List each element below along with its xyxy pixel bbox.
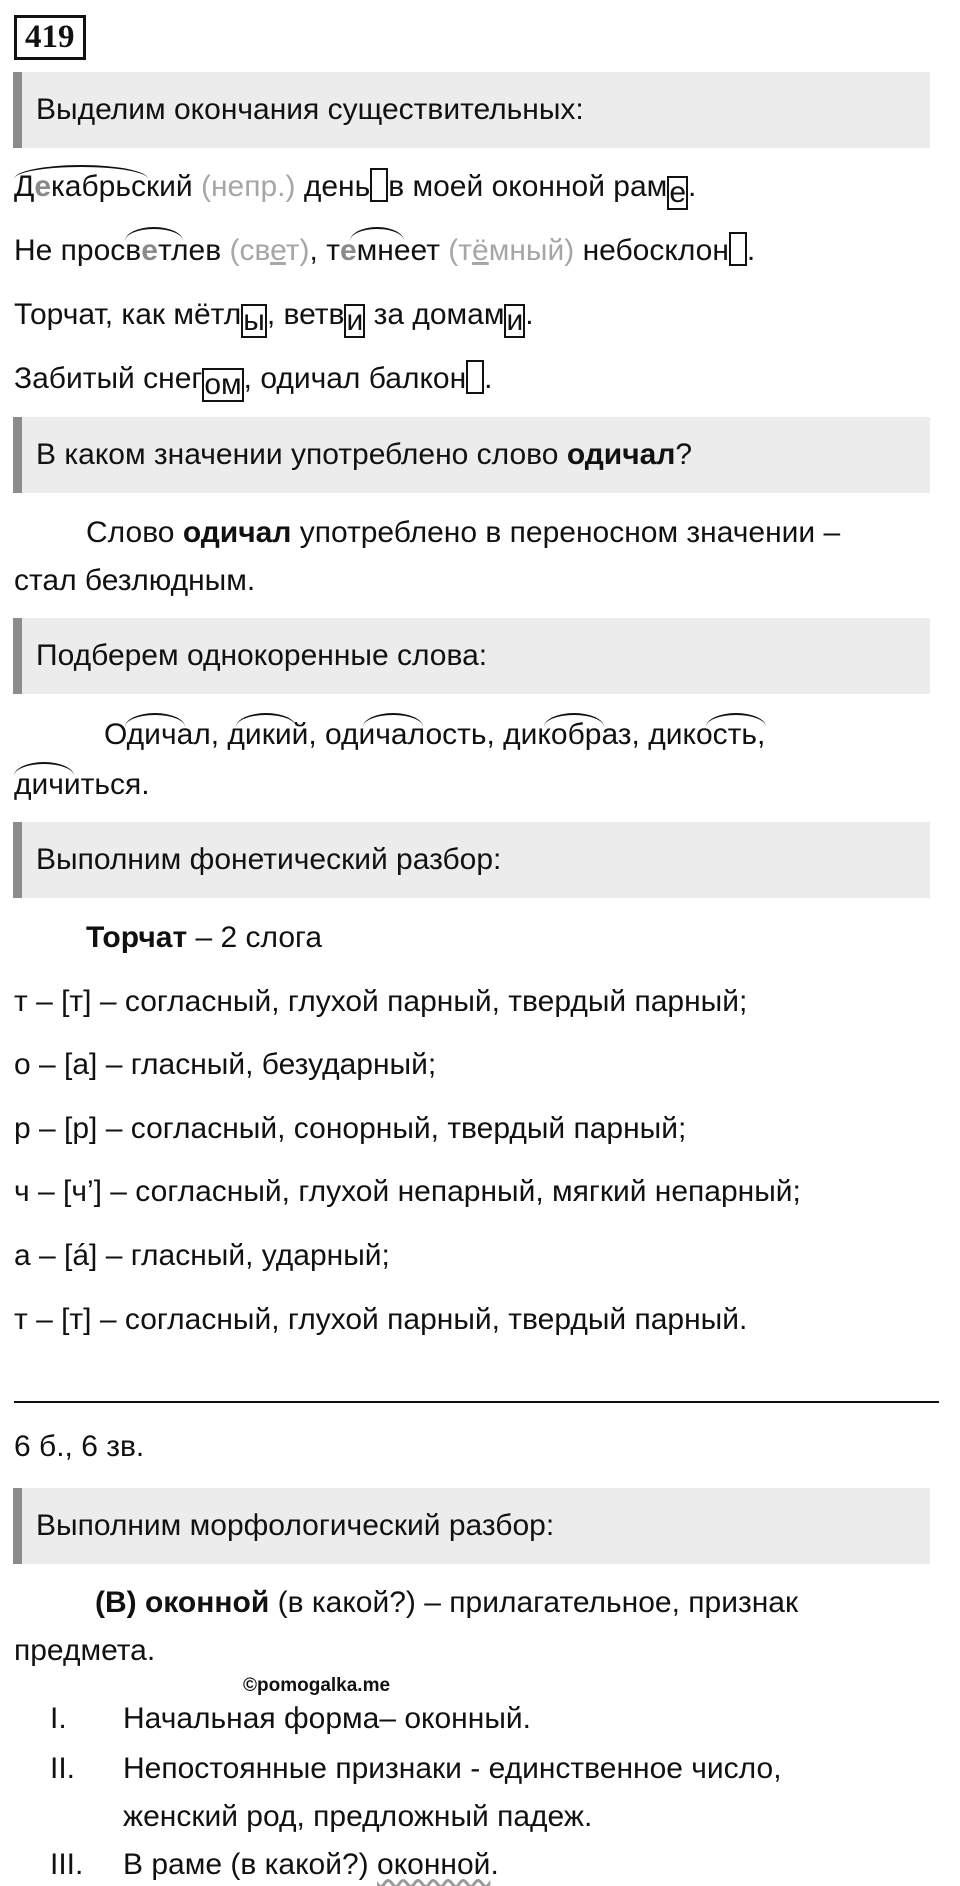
meaning-paragraph: Слово одичал употреблено в переносном значении – (86, 516, 841, 549)
ending-box (729, 232, 747, 266)
ending-box (466, 360, 484, 394)
ending-box: е (669, 176, 686, 209)
ending-box: ом (204, 368, 242, 401)
ending-box: и (506, 304, 524, 337)
section-header-endings: Выделим окончания существительных: (13, 72, 930, 148)
divider (14, 1401, 939, 1403)
watermark: ©pomogalka.me (243, 1675, 391, 1696)
morph-item: В раме (в какой?) оконной. (123, 1848, 499, 1881)
section-header-meaning: В каком значении употреблено слово одичал? (13, 417, 930, 493)
phonetic-line: т – [т] – согласный, глухой парный, твердый парный. (14, 1303, 748, 1336)
phonetic-line: о – [а] – гласный, безударный; (14, 1048, 437, 1081)
phonetic-line: т – [т] – согласный, глухой парный, твердый парный; (14, 985, 748, 1018)
sentence-3: Торчат, как мётлы, ветви за домами. (14, 298, 534, 337)
ending-box (370, 168, 388, 202)
section-header-cognates: Подберем однокоренные слова: (13, 618, 930, 694)
morph-item-cont: женский род, предложный падеж. (123, 1800, 593, 1833)
sentence-4: Забитый снегом, одичал балкон . (14, 362, 493, 401)
meaning-paragraph-cont: стал безлюдным. (14, 564, 256, 597)
sentence-1: Декабрьский (непр.) день в моей оконной раме. (14, 170, 697, 209)
cognates-line: Одичал, дикий, одичалость, дикобраз, дикость, (104, 718, 766, 751)
section-header-phonetic: Выполним фонетический разбор: (13, 822, 930, 898)
cognates-line-cont: дичиться. (14, 768, 150, 801)
morph-intro-cont: предмета. (14, 1634, 156, 1667)
phonetic-line: р – [р] – согласный, сонорный, твердый парный; (14, 1112, 687, 1145)
sentence-2: Не просветлев (свет), темнеет (тёмный) небосклон . (14, 234, 756, 267)
item-number: III. (50, 1848, 84, 1881)
item-number: II. (50, 1752, 76, 1785)
ending-box: и (346, 304, 364, 337)
morph-item: Начальная форма– оконный. (123, 1702, 531, 1735)
phonetic-title: Торчат – 2 слога (86, 921, 323, 954)
phonetic-count: 6 б., 6 зв. (14, 1430, 145, 1463)
phonetic-line: ч – [ч’] – согласный, глухой непарный, мягкий непарный; (14, 1175, 801, 1208)
phonetic-line: а – [á] – гласный, ударный; (14, 1239, 390, 1272)
item-number: I. (50, 1702, 67, 1735)
ending-box: ы (243, 304, 265, 337)
task-number: 419 (14, 15, 86, 60)
morph-item: Непостоянные признаки - единственное число, (123, 1752, 782, 1785)
section-header-morphology: Выполним морфологический разбор: (13, 1488, 930, 1564)
morph-intro: (В) оконной (в какой?) – прилагательное, признак (95, 1586, 799, 1619)
